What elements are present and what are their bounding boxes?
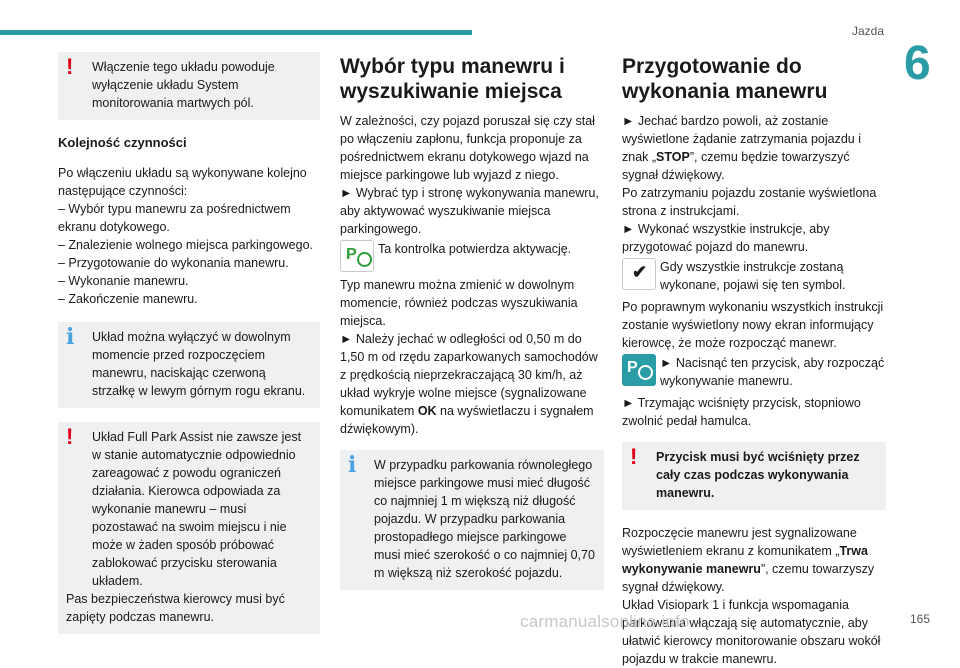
paragraph: Typ manewru można zmienić w dowolnym momencie, również podczas wyszukiwania miejsca. [340, 278, 578, 328]
checkmark-icon: ✔ [622, 258, 656, 290]
park-assist-button-icon: P [622, 354, 656, 386]
page-number: 165 [910, 612, 931, 626]
info-text: W przypadku parkowania równoległego miejsce parkingowe musi mieć długość co najmniej 1 m większą niż długość pojazdu. W przypadku parkowania prostopadłego miejsce parkingowe musi mieć szerokość o co najmniej 0,70 m większą niż szerokość pojazdu. [374, 458, 595, 580]
warning-box [622, 442, 886, 510]
info-text: Układ można wyłączyć w dowolnym momencie przed rozpoczęciem manewru, naciskając czerwoną strzałkę w lewym górnym rogu ekranu. [92, 330, 306, 398]
info-box [340, 450, 604, 590]
instruction: ► Należy jechać w odległości od 0,50 m do 1,50 m od rzędu zaparkowanych samochodów z prędkością nieprzekraczającą 30 km/h, aż układ wykryje wolne miejsce (sygnalizowane komunikatem OK na wyświetlaczu i sygnałem dźwiękowym). [340, 332, 598, 436]
indicator-row [622, 258, 886, 294]
warning-text: Pas bezpieczeństwa kierowcy musi być zapięty podczas manewru. [66, 592, 285, 624]
warning-icon: ! [66, 424, 74, 449]
info-icon: i [66, 324, 75, 350]
column-1 [58, 52, 320, 648]
paragraph: Rozpoczęcie manewru jest sygnalizowane wyświetleniem ekranu z komunikatem „Trwa wykonywanie manewru”, czemu towarzyszy sygnał dźwiękowy. [622, 526, 875, 594]
step-item: – Wybór typu manewru za pośrednictwem ekranu dotykowego. [58, 202, 291, 234]
paragraph: W zależności, czy pojazd poruszał się czy stał po włączeniu zapłonu, funkcja proponuje za pośrednictwem ekranu dotykowego wjazd na miejsce parkingowe lub wyjazd z niego. [340, 114, 595, 182]
warning-icon: ! [66, 54, 74, 79]
step-item: – Wykonanie manewru. [58, 274, 189, 288]
warning-box [58, 52, 320, 120]
indicator-text: ► Nacisnąć ten przycisk, aby rozpocząć wykonywanie manewru. [660, 356, 885, 388]
section-heading: Przygotowanie do wykonania manewru [622, 55, 828, 103]
watermark: carmanualsonline.info [520, 612, 690, 631]
info-icon: i [348, 452, 357, 478]
info-box [58, 322, 320, 408]
paragraph: Po włączeniu układu są wykonywane kolejno następujące czynności: [58, 166, 307, 198]
header-accent-bar [0, 30, 472, 35]
chapter-number: 6 [904, 37, 931, 90]
paragraph: Po zatrzymaniu pojazdu zostanie wyświetlona strona z instrukcjami. [622, 186, 877, 218]
indicator-row [622, 354, 886, 390]
column-2 [340, 52, 604, 604]
instruction: ► Wybrać typ i stronę wykonywania manewru, aby aktywować wyszukiwanie miejsca parkingowego. [340, 186, 599, 236]
instruction: ► Jechać bardzo powoli, aż zostanie wyświetlone żądanie zatrzymania pojazdu i znak „STOP”, czemu będzie towarzyszyć sygnał dźwiękowy. [622, 114, 862, 182]
warning-text: Włączenie tego układu powoduje wyłączenie układu System monitorowania martwych pól. [92, 60, 275, 110]
section-heading: Kolejność czynności [58, 135, 187, 150]
column-3 [622, 52, 886, 668]
warning-text: Układ Full Park Assist nie zawsze jest w stanie automatycznie odpowiednio zareagować z powodu ograniczeń działania. Kierowca odpowiada za wykonanie manewru – musi pozostawać na swoim miejscu i nie może w żaden sposób próbować zablokować przycisku sterowania układem. [92, 430, 302, 588]
indicator-text: Gdy wszystkie instrukcje zostaną wykonane, pojawi się ten symbol. [660, 260, 846, 292]
paragraph: Po poprawnym wykonaniu wszystkich instrukcji zostanie wyświetlony nowy ekran informujący kierowcę, że może rozpocząć manewr. [622, 300, 884, 350]
paragraph: Układ Visiopark 1 i funkcja wspomagania parkowania włączają się automatycznie, aby ułatwić kierowcy monitorowanie obszaru wokół pojazdu w trakcie manewru. [622, 598, 881, 666]
step-item: – Zakończenie manewru. [58, 292, 198, 306]
warning-text: Przycisk musi być wciśnięty przez cały czas podczas wykonywania manewru. [656, 450, 860, 500]
section-title: Jazda [852, 24, 885, 38]
instruction: ► Trzymając wciśnięty przycisk, stopniowo zwolnić pedał hamulca. [622, 396, 861, 428]
warning-box [58, 422, 320, 634]
park-assist-indicator-icon: P [340, 240, 374, 272]
indicator-row [340, 240, 604, 272]
warning-icon: ! [630, 444, 638, 469]
indicator-text: Ta kontrolka potwierdza aktywację. [378, 242, 572, 256]
step-item: – Znalezienie wolnego miejsca parkingowego. [58, 238, 314, 252]
section-heading: Wybór typu manewru i wyszukiwanie miejsca [340, 55, 565, 103]
instruction: ► Wykonać wszystkie instrukcje, aby przygotować pojazd do manewru. [622, 222, 830, 254]
step-item: – Przygotowanie do wykonania manewru. [58, 256, 289, 270]
